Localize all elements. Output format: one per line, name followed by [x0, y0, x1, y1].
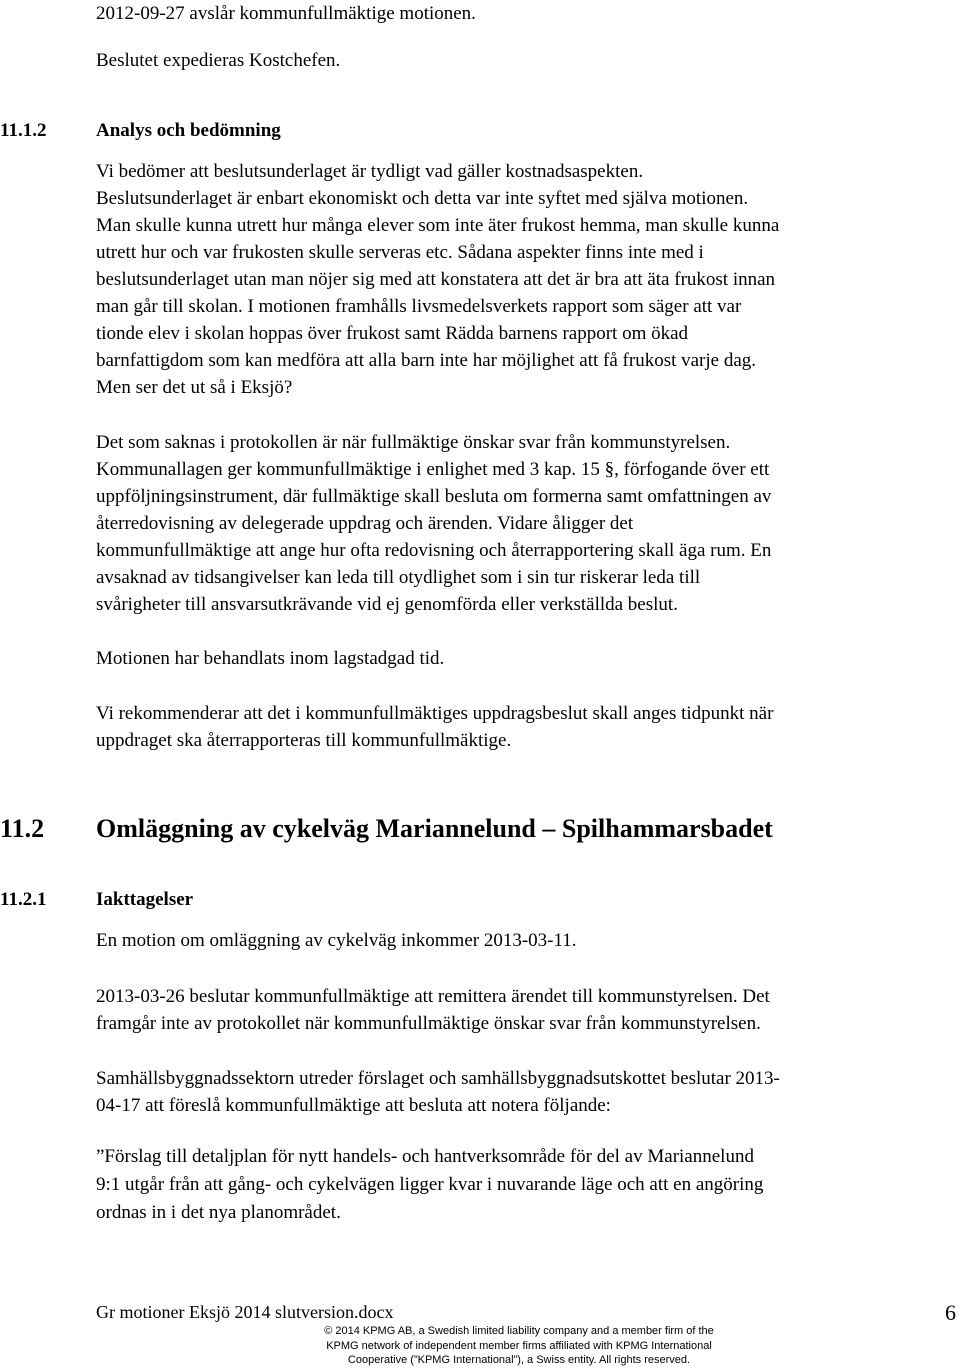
text-line: Vi rekommenderar att det i kommunfullmäktiges uppdragsbeslut skall anges tidpunkt när: [96, 703, 774, 724]
text-line: 04-17 att föreslå kommunfullmäktige att besluta att notera följande:: [96, 1095, 611, 1116]
section-number: 11.2.1: [0, 889, 47, 910]
text-line: återredovisning av delegerade uppdrag och ärenden. Vidare åligger det: [96, 513, 634, 534]
text-fragment: I motionen framhålls livsmedelsverkets rapport som säger att var: [247, 296, 742, 317]
text-line: svårigheter till ansvarsutkrävande vid ej genomförda eller verkställda beslut.: [96, 594, 678, 615]
paragraph-dispatch: Beslutet expedieras Kostchefen.: [96, 50, 341, 71]
text-line: Man skulle kunna utrett hur många elever som inte äter frukost hemma, man skulle kunna: [96, 215, 780, 236]
text-line: En motion om omläggning av cykelväg inkommer 2013-03-11.: [96, 930, 577, 951]
text-line: tionde elev i skolan hoppas över frukost samt Rädda barnens rapport om ökad: [96, 323, 689, 344]
text-fragment: Sådana aspekter finns inte med i: [457, 242, 704, 263]
text-line: uppdraget ska återrapporteras till kommunfullmäktige.: [96, 730, 512, 751]
paragraph-decision: 2012-09-27 avslår kommunfullmäktige motionen.: [96, 3, 476, 24]
text-line: 2013-03-26 beslutar kommunfullmäktige att remittera ärendet till kommunstyrelsen. Det: [96, 986, 770, 1007]
text-line: avsaknad av tidsangivelser kan leda till otydlighet som i sin tur riskerar leda till: [96, 567, 701, 588]
text-line: Samhällsbyggnadssektorn utreder förslaget och samhällsbyggnadsutskottet beslutar 2013-: [96, 1068, 780, 1089]
text-line: Kommunallagen ger kommunfullmäktige i enlighet med 3 kap. 15 §, förfogande över ett: [96, 459, 770, 480]
section-number: 11.1.2: [0, 120, 47, 141]
quote-line: ”Förslag till detaljplan för nytt handels- och hantverksområde för del av Mariannelund: [96, 1146, 754, 1167]
text-line: kommunfullmäktige att ange hur ofta redovisning och återrapportering skall äga rum. En: [96, 540, 772, 561]
footer-document-name: Gr motioner Eksjö 2014 slutversion.docx: [96, 1302, 394, 1322]
page-number: 6: [945, 1300, 956, 1325]
text-line: beslutsunderlaget utan man nöjer sig med att konstatera att det är bra att äta frukost innan: [96, 269, 776, 290]
footer-copyright-line: KPMG network of independent member firms affiliated with KPMG International: [326, 1340, 712, 1352]
text-line: [96, 293, 741, 320]
footer-copyright-line: Cooperative (”KPMG International”), a Swiss entity. All rights reserved.: [347, 1354, 691, 1366]
text-line: Men ser det ut så i Eksjö?: [96, 377, 293, 398]
text-line: Det som saknas i protokollen är när fullmäktige önskar svar från kommunstyrelsen.: [96, 432, 731, 453]
text-line: Motionen har behandlats inom lagstadgad tid.: [96, 648, 445, 669]
text-line: Vi bedömer att beslutsunderlaget är tydligt vad gäller kostnadsaspekten.: [96, 161, 644, 182]
section-title: Analys och bedömning: [96, 120, 281, 141]
section-number: 11.2: [0, 814, 45, 843]
text-line: framgår inte av protokollet när kommunfullmäktige önskar svar från kommunstyrelsen.: [96, 1013, 761, 1034]
text-fragment: man går till skolan.: [96, 296, 243, 317]
text-line: Beslutsunderlaget är enbart ekonomiskt och detta var inte syftet med själva motionen.: [96, 188, 749, 209]
quote-line: ordnas in i det nya planområdet.: [96, 1202, 341, 1223]
section-title: Omläggning av cykelväg Mariannelund – Spilhammarsbadet: [96, 814, 773, 843]
quote-line: 9:1 utgår från att gång- och cykelvägen ligger kvar i nuvarande läge och att en angöring: [96, 1174, 764, 1195]
text-fragment: utrett hur och var frukosten skulle serveras etc.: [96, 242, 453, 263]
text-line: uppföljningsinstrument, där fullmäktige skall besluta om formerna samt omfattningen av: [96, 486, 772, 507]
section-title: Iakttagelser: [96, 889, 194, 910]
footer-copyright-line: © 2014 KPMG AB, a Swedish limited liability company and a member firm of the: [324, 1325, 714, 1337]
text-line: [96, 239, 704, 266]
text-line: barnfattigdom som kan medföra att alla barn inte har möjlighet att få frukost varje dag.: [96, 350, 757, 371]
